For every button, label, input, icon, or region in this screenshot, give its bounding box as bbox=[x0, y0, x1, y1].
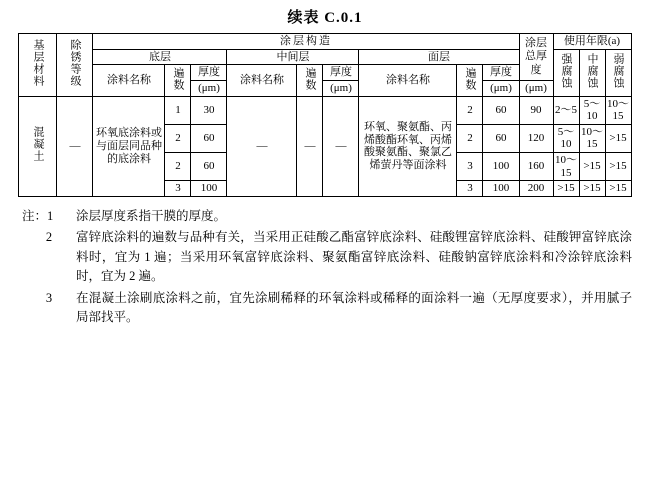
cell-weak-corrosion: >15 bbox=[605, 153, 631, 181]
note-item bbox=[22, 228, 632, 286]
cell-weak-corrosion: >15 bbox=[605, 124, 631, 152]
header-middle-passes: 遍数 bbox=[297, 65, 323, 96]
header-medium-corrosion: 中腐蚀 bbox=[579, 49, 605, 96]
header-base-material: 基层材料 bbox=[19, 34, 57, 97]
coating-spec-table bbox=[18, 33, 631, 197]
header-coating-structure: 涂层构造 bbox=[93, 34, 519, 50]
cell-total-thickness: 120 bbox=[519, 124, 553, 152]
header-middle-paint-name: 涂料名称 bbox=[227, 65, 297, 96]
cell-top-passes: 2 bbox=[457, 124, 483, 152]
header-top-paint-name: 涂料名称 bbox=[359, 65, 457, 96]
note-item bbox=[22, 207, 632, 226]
header-total-thickness bbox=[519, 34, 553, 81]
cell-top-passes: 3 bbox=[457, 153, 483, 181]
cell-rust-grade: — bbox=[57, 96, 93, 196]
cell-medium-corrosion: >15 bbox=[579, 181, 605, 197]
cell-top-thickness: 100 bbox=[483, 153, 519, 181]
note-number: 3 bbox=[45, 290, 53, 305]
header-bottom-layer: 底层 bbox=[93, 49, 227, 65]
header-top-thickness: 厚度 bbox=[483, 65, 519, 81]
cell-top-thickness: 100 bbox=[483, 181, 519, 197]
header-strong-corrosion: 强腐蚀 bbox=[553, 49, 579, 96]
table-header-row-1 bbox=[19, 34, 631, 50]
cell-strong-corrosion: >15 bbox=[553, 181, 579, 197]
header-total-thickness-text: 涂层总厚度 bbox=[525, 37, 547, 76]
header-top-thickness-unit: (μm) bbox=[483, 80, 519, 96]
cell-top-passes: 3 bbox=[457, 181, 483, 197]
note-number: 2 bbox=[45, 230, 53, 245]
cell-bottom-thickness: 100 bbox=[191, 181, 227, 197]
table-row bbox=[19, 96, 631, 124]
cell-bottom-passes: 1 bbox=[165, 96, 191, 124]
header-bottom-thickness-unit: (μm) bbox=[191, 80, 227, 96]
cell-middle-thickness: — bbox=[323, 96, 359, 196]
cell-weak-corrosion: 10～15 bbox=[605, 96, 631, 124]
header-middle-thickness-unit: (μm) bbox=[323, 80, 359, 96]
page-title: 续表 C.0.1 bbox=[287, 10, 363, 26]
header-service-life: 使用年限(a) bbox=[553, 34, 631, 50]
header-rust-grade: 除锈等级 bbox=[57, 34, 93, 97]
cell-bottom-passes: 3 bbox=[165, 181, 191, 197]
notes-label: 注：1 bbox=[22, 209, 54, 224]
header-middle-thickness: 厚度 bbox=[323, 65, 359, 81]
cell-strong-corrosion: 10～15 bbox=[553, 153, 579, 181]
cell-strong-corrosion: 2～5 bbox=[553, 96, 579, 124]
cell-total-thickness: 200 bbox=[519, 181, 553, 197]
cell-middle-passes: — bbox=[297, 96, 323, 196]
cell-top-thickness: 60 bbox=[483, 96, 519, 124]
cell-weak-corrosion: >15 bbox=[605, 181, 631, 197]
header-bottom-paint-name: 涂料名称 bbox=[93, 65, 165, 96]
notes-section bbox=[0, 207, 650, 327]
cell-bottom-thickness: 60 bbox=[191, 124, 227, 152]
cell-bottom-thickness: 60 bbox=[191, 153, 227, 181]
header-top-layer: 面层 bbox=[359, 49, 519, 65]
cell-bottom-thickness: 30 bbox=[191, 96, 227, 124]
note-item bbox=[22, 289, 632, 328]
cell-total-thickness: 160 bbox=[519, 153, 553, 181]
cell-base-material: 混凝土 bbox=[19, 96, 57, 196]
cell-middle-paint: — bbox=[227, 96, 297, 196]
header-bottom-passes: 遍数 bbox=[165, 65, 191, 96]
note-text: 在混凝土涂刷底涂料之前，宜先涂刷稀释的环氧涂料或稀释的面涂料一遍（无厚度要求），并用腻子局部找平。 bbox=[76, 290, 632, 324]
cell-medium-corrosion: 5～10 bbox=[579, 96, 605, 124]
cell-strong-corrosion: 5～10 bbox=[553, 124, 579, 152]
note-text: 涂层厚度系指干膜的厚度。 bbox=[76, 209, 227, 224]
cell-bottom-passes: 2 bbox=[165, 124, 191, 152]
cell-medium-corrosion: >15 bbox=[579, 153, 605, 181]
cell-top-thickness: 60 bbox=[483, 124, 519, 152]
note-text: 富锌底涂料的遍数与品种有关，当采用正硅酸乙酯富锌底涂料、硅酸锂富锌底涂料、硅酸钾富锌底涂料时，宜为 1 遍；当采用环氧富锌底涂料、聚氨酯富锌底涂料、硅酸钠富锌底涂料和冷涂锌底涂料时，宜为 2 遍。 bbox=[76, 230, 632, 284]
cell-bottom-paint: 环氧底涂料或与面层同品种的底涂料 bbox=[93, 96, 165, 196]
header-bottom-thickness: 厚度 bbox=[191, 65, 227, 81]
cell-medium-corrosion: 10～15 bbox=[579, 124, 605, 152]
header-middle-layer: 中间层 bbox=[227, 49, 359, 65]
cell-total-thickness: 90 bbox=[519, 96, 553, 124]
cell-top-passes: 2 bbox=[457, 96, 483, 124]
header-top-passes: 遍数 bbox=[457, 65, 483, 96]
header-total-thickness-unit: (μm) bbox=[519, 80, 553, 96]
cell-top-paint: 环氧、聚氨酯、丙烯酸酯环氧、丙烯酸聚氨酯、聚氯乙烯萤丹等面涂料 bbox=[359, 96, 457, 196]
cell-bottom-passes: 2 bbox=[165, 153, 191, 181]
header-weak-corrosion: 弱腐蚀 bbox=[605, 49, 631, 96]
